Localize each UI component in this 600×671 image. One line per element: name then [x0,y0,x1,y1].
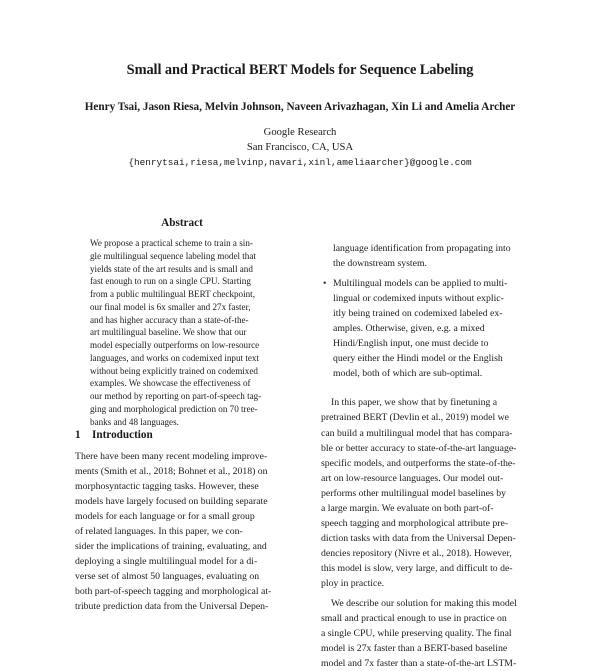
author-list: Henry Tsai, Jason Riesa, Melvin Johnson, Naveen Arivazhagan, Xin Li and Amelia Archer [84,101,516,113]
intro-line: sider the implications of training, evaluating, and [75,541,267,553]
body-line: ploy in practice. [321,577,385,589]
affiliation: Google Research [263,127,337,138]
abstract-line: yields state of the art results and is small and [90,263,253,274]
abstract-line: We propose a practical scheme to train a sin- [90,238,253,248]
abstract-line: fast enough to run on a single CPU. Starting [90,276,251,287]
body-line: small and practical enough to use in practice on [321,613,507,625]
bullet-continuation [321,241,535,271]
section-number: 1 [75,429,81,441]
body-line: a large margin. We evaluate on both part-of- [321,502,494,514]
abstract-heading: Abstract [161,217,203,229]
intro-line: ments (Smith et al., 2018; Bohnet et al., 2018) on [75,466,268,478]
body-line: ble or better accuracy to state-of-the-art language- [321,442,517,454]
body-line: diction tasks with data from the Universal Depen- [321,532,516,544]
author-emails: {henrytsai,riesa,melvinp,navari,xinl,ameliaarcher}@google.com [128,157,472,168]
abstract-body [90,237,274,428]
paper-title: Small and Practical BERT Models for Sequence Labeling [126,62,474,78]
body-line: speech tagging and morphological attribute pre- [321,517,509,529]
intro-line: of related languages. In this paper, we con- [75,526,243,538]
section-title: Introduction [92,429,153,441]
body-line: amples. Otherwise, given, e.g. a mixed [333,323,485,335]
body-line: model is 27x faster than a BERT-based baseline [321,643,508,655]
body-line: lingual or codemixed inputs without explic- [333,293,504,305]
body-line: the downstream system. [333,258,427,270]
intro-line: both part-of-speech tagging and morphological at- [75,586,272,598]
body-line: In this paper, we show that by finetuning a [331,397,498,409]
bullet-icon: • [323,278,327,290]
body-line: language identification from propagating into [333,243,511,254]
intro-line: morphosyntactic tagging tasks. However, these [75,481,259,493]
abstract-line: gle multilingual sequence labeling model that [90,250,256,261]
abstract-line: art multilingual baseline. We show that our [90,327,247,338]
intro-line: verse set of almost 50 languages, evaluating on [75,571,260,583]
section-heading-introduction [75,428,153,442]
introduction-body [75,449,290,615]
body-line: Multilingual models can be applied to multi- [333,278,508,290]
body-line: art on low-resource languages. Our model out- [321,472,504,484]
body-line: this model is slow, very large, and difficult to de- [321,562,513,574]
body-line: model and 7x faster than a state-of-the-art LSTM- [321,658,517,670]
abstract-line: our method by reporting on part-of-speech tag- [90,391,262,401]
bullet-item [321,276,535,381]
paragraph [321,596,535,671]
intro-line: models have largely focused on building separate [75,496,268,508]
intro-line: models for each language or for a small group [75,511,255,523]
body-line: can build a multilingual model that has compara- [321,427,513,439]
abstract-line: and has higher accuracy than a state-of-the- [90,314,249,325]
abstract-line: from a public multilingual BERT checkpoint, [90,289,255,299]
body-line: performs other multilingual model baselines by [321,487,506,499]
body-line: itly being trained on codemixed labeled ex- [333,308,503,320]
body-line: query either the Hindi model or the English [333,353,503,365]
body-line: Hindi/English input, one must decide to [333,338,489,350]
body-line: We describe our solution for making this model [331,598,517,610]
body-line: model, both of which are sub-optimal. [333,368,483,380]
abstract-line: model especially outperforms on low-resource [90,340,260,350]
body-line: specific models, and outperforms the state-of-the- [321,457,516,469]
abstract-line: banks and 48 languages. [90,416,179,427]
abstract-line: without being explicitly trained on codemixed [90,365,258,376]
intro-line: There have been many recent modeling improve- [75,451,268,462]
body-line: pretrained BERT (Devlin et al., 2019) model we [321,412,509,424]
abstract-line: examples. We showcase the effectiveness of [90,378,251,389]
body-line: a single CPU, while preserving quality. The final [321,628,512,640]
abstract-line: ging and morphological prediction on 70 tree- [90,403,258,414]
abstract-line: languages, and works on codemixed input text [90,352,259,363]
intro-line: deploying a single multilingual model for a di- [75,556,258,568]
body-line: dencies repository (Nivre et al., 2018). However, [321,547,512,559]
right-column [321,241,535,671]
location: San Francisco, CA, USA [246,142,354,153]
abstract-line: our final model is 6x smaller and 27x faster, [90,301,251,312]
paragraph [321,395,535,591]
intro-line: tribute prediction data from the Universal Depen- [75,601,269,613]
